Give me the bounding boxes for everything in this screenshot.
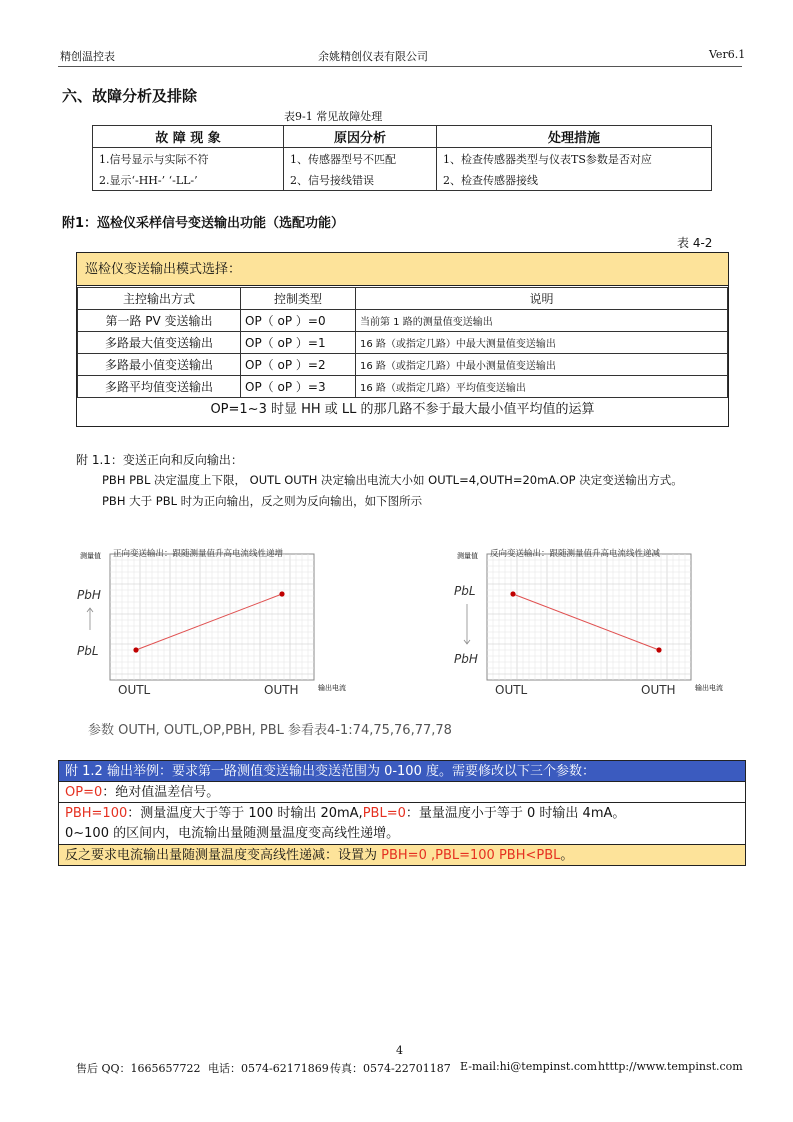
- op-cell: OP（ oP ）=1: [241, 332, 356, 354]
- op-text: ：绝对值温差信号。: [102, 785, 220, 800]
- paragraph: PBH 大于 PBL 时为正向输出，反之则为反向输出，如下图所示: [102, 494, 423, 508]
- table-cell: 2、信号接线错误: [284, 169, 437, 191]
- header-right: Ver6.1: [709, 48, 746, 61]
- mode-cell: 多路最小值变送输出: [78, 354, 241, 376]
- x-tick-label: OUTH: [641, 683, 676, 697]
- example-line-range: 0~100 的区间内，电流输出量随测量温度变高线性递增。: [65, 826, 400, 841]
- y-axis-label: 测量值: [80, 552, 101, 560]
- op-cell: OP（ oP ）=0: [241, 310, 356, 332]
- table-row: [78, 354, 728, 376]
- table-label: 表 4-2: [677, 236, 713, 250]
- data-point: [279, 591, 284, 596]
- data-point: [133, 647, 138, 652]
- table-caption: 表9-1 常见故障处理: [284, 110, 383, 123]
- pbh-text: ：测量温度大于等于 100 时输出 20mA,: [127, 806, 363, 821]
- appendix-title: 附1：巡检仪采样信号变送输出功能（选配功能）: [62, 216, 345, 231]
- section-title: 六、故障分析及排除: [62, 87, 198, 105]
- forward-output-chart: [76, 540, 366, 700]
- x-axis-label: 输出电流: [695, 684, 723, 692]
- table-cell: 1、检查传感器类型与仪表TS参数是否对应: [437, 148, 712, 170]
- table-footnote: OP=1~3 时显 HH 或 LL 的那几路不参于最大最小值平均值的运算: [210, 402, 595, 417]
- reverse-text: 反之要求电流输出量随测量温度变高线性递减：设置为: [65, 848, 382, 863]
- col-header: 故 障 现 象: [93, 126, 284, 148]
- footer-qq: 售后 QQ：1665657722: [76, 1062, 201, 1075]
- table-row: [78, 310, 728, 332]
- table-cell: 2.显示‘-HH-’ ‘-LL-’: [93, 169, 284, 191]
- mode-table: [77, 287, 728, 398]
- mode-cell: 多路最大值变送输出: [78, 332, 241, 354]
- output-mode-table: [76, 252, 729, 427]
- desc-cell: 16 路（或指定几路）平均值变送输出: [356, 376, 728, 398]
- header-center: 余姚精创仪表有限公司: [318, 50, 428, 63]
- header-left: 精创温控表: [60, 50, 115, 63]
- paragraph: PBH PBL 决定温度上下限， OUTL OUTH 决定输出电流大小如 OUTL=4,OUTH=20mA.OP 决定变送输出方式。: [102, 473, 683, 487]
- col-header: 主控输出方式: [78, 288, 241, 310]
- reverse-end: 。: [560, 848, 574, 863]
- footer-tel: 电话：0574-62171869: [208, 1062, 329, 1075]
- op-cell: OP（ oP ）=2: [241, 354, 356, 376]
- pbh-value: PBH=100: [65, 806, 128, 821]
- example-line-reverse: [59, 844, 745, 865]
- footer-web: htttp://www.tempinst.com: [598, 1060, 743, 1073]
- table-cell: 2、检查传感器接线: [437, 169, 712, 191]
- example-title: 附 1.2 输出举例：要求第一路测值变送输出变送范围为 0-100 度。需要修改以下三个参数：: [59, 761, 745, 782]
- pbl-value: PBL=0: [362, 806, 406, 821]
- col-header: 原因分析: [284, 126, 437, 148]
- x-tick-label: OUTL: [495, 683, 528, 697]
- pbl-text: ：量量温度小于等于 0 时输出 4mA。: [405, 806, 626, 821]
- data-point: [510, 591, 515, 596]
- chart-title: 正向变送输出：跟随测量值升高电流线性递增: [113, 549, 284, 559]
- y-axis-label: 测量值: [457, 552, 478, 560]
- y-tick-label: PbL: [77, 644, 99, 658]
- footer-fax: 传真：0574-22701187: [330, 1062, 451, 1075]
- header-rule: [58, 66, 742, 67]
- table-cell: 1.信号显示与实际不符: [93, 148, 284, 170]
- x-tick-label: OUTH: [264, 683, 299, 697]
- col-header: 控制类型: [241, 288, 356, 310]
- params-note: 参数 OUTH, OUTL,OP,PBH, PBL 参看表4-1:74,75,76,77,78: [88, 723, 452, 738]
- desc-cell: 当前第 1 路的测量值变送输出: [356, 310, 728, 332]
- fault-table: [92, 125, 712, 191]
- table-cell: 1、传感器型号不匹配: [284, 148, 437, 170]
- reverse-values: PBH=0 ,PBL=100 PBH<PBL: [381, 848, 561, 863]
- x-tick-label: OUTL: [118, 683, 151, 697]
- y-tick-label: PbH: [454, 652, 478, 666]
- chart-title: 反向变送输出：跟随测量值升高电流线性递减: [490, 549, 661, 559]
- footer-email: E-mail:hi@tempinst.com: [460, 1060, 598, 1073]
- example-line-pb: [59, 802, 745, 823]
- desc-cell: 16 路（或指定几路）中最大测量值变送输出: [356, 332, 728, 354]
- table-title: 巡检仪变送输出模式选择：: [77, 253, 728, 286]
- op-value: OP=0: [65, 785, 103, 800]
- op-cell: OP（ oP ）=3: [241, 376, 356, 398]
- col-header: 说明: [356, 288, 728, 310]
- desc-cell: 16 路（或指定几路）中最小测量值变送输出: [356, 354, 728, 376]
- example-line-op: [59, 781, 745, 802]
- subsection-title: 附 1.1：变送正向和反向输出：: [76, 453, 243, 467]
- output-example-box: [58, 760, 746, 866]
- y-tick-label: PbH: [77, 588, 101, 602]
- data-point: [656, 647, 661, 652]
- mode-cell: 第一路 PV 变送输出: [78, 310, 241, 332]
- reverse-output-chart: [453, 540, 743, 700]
- y-tick-label: PbL: [454, 584, 476, 598]
- table-row: [78, 332, 728, 354]
- col-header: 处理措施: [437, 126, 712, 148]
- x-axis-label: 输出电流: [318, 684, 346, 692]
- page-number: 4: [396, 1044, 403, 1057]
- mode-cell: 多路平均值变送输出: [78, 376, 241, 398]
